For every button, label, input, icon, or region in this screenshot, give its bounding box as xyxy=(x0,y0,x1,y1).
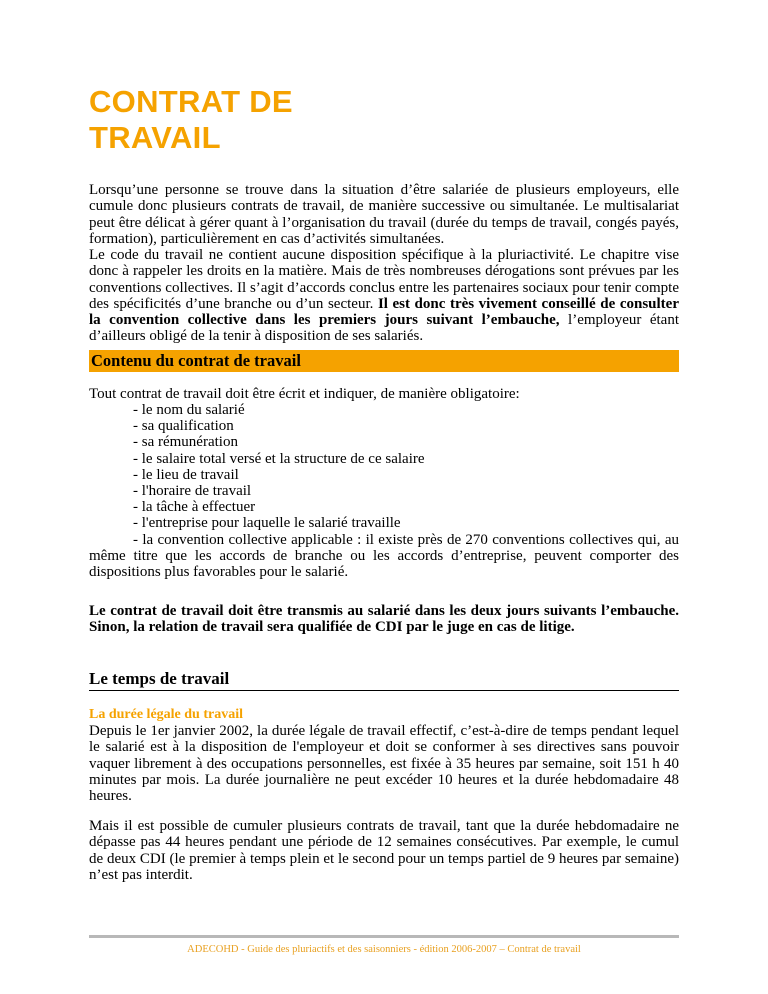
section-heading-temps: Le temps de travail xyxy=(89,669,679,691)
intro-p2-text: Le code du travail ne contient aucune disposition spécifique à la pluriactivité. Le chapitre vise donc à rappeler les droits en la matière. Mais de très nombreuses dérogations sont prévues par les conventions collectives. Il s’agit d’accords conclus entre les partenaires sociaux pour tenir compte des spécificités d’une branche ou d’un secteur. xyxy=(89,247,679,312)
subheading-duree-legale: La durée légale du travail xyxy=(89,707,243,722)
intro-paragraph-2 xyxy=(89,247,679,345)
contract-items-list xyxy=(89,402,679,580)
list-item: - l'horaire de travail xyxy=(133,483,252,500)
duree-paragraph-1: Depuis le 1er janvier 2002, la durée légale de travail effectif, c’est-à-dire de temps pendant lequel le salarié est à la disposition de l'employeur et doit se conformer à ses directives sans pouvoir vaquer librement à des occupations personnelles, est fixée à 35 heures par semaine, soit 151 h 40 minutes par mois. La durée journalière ne peut excéder 10 heures et la durée hebdomadaire 48 heures. xyxy=(89,723,679,805)
warning-paragraph: Le contrat de travail doit être transmis au salarié dans les deux jours suivants l’embauche. Sinon, la relation de travail sera qualifiée de CDI par le juge en cas de litige. xyxy=(89,603,679,636)
title-line-2: TRAVAIL xyxy=(89,120,221,155)
duree-paragraph-2: Mais il est possible de cumuler plusieurs contrats de travail, tant que la durée hebdomadaire ne dépasse pas 44 heures pendant une période de 12 semaines consécutives. Par exemple, le cumul de deux CDI (le premier à temps plein et le second pour un temps partiel de 9 heures par semaine) n’est pas interdit. xyxy=(89,818,679,883)
list-item: - le nom du salarié xyxy=(133,402,245,418)
contract-lead: Tout contrat de travail doit être écrit et indiquer, de manière obligatoire: xyxy=(89,386,520,402)
intro-p2-end: l’employeur étant d’ailleurs obligé de la tenir à disposition de ses salariés. xyxy=(89,312,679,345)
list-item: - la tâche à effectuer xyxy=(133,499,256,516)
list-item: - sa qualification xyxy=(133,418,234,435)
page-footer: ADECOHD - Guide des pluriactifs et des saisonniers - édition 2006-2007 – Contrat de travail xyxy=(187,944,581,955)
section-heading-contenu: Contenu du contrat de travail xyxy=(91,351,301,370)
list-item: - le lieu de travail xyxy=(133,466,239,483)
intro-paragraph-1: Lorsqu’une personne se trouve dans la situation d’être salariée de plusieurs employeurs, elle cumule donc plusieurs contrats de travail, de manière successive ou simultanée. Le multisalariat peut être délicat à gérer quant à l’organisation du travail (durée du temps de travail, congés payés, formation), particulièrement en cas d’activités simultanées. xyxy=(89,182,679,247)
list-item: - l'entreprise pour laquelle le salarié travaille xyxy=(133,515,401,532)
page-title xyxy=(89,84,293,156)
list-item: - le salaire total versé et la structure de ce salaire xyxy=(133,450,425,467)
section-heading-band xyxy=(89,350,679,372)
list-item: - sa rémunération xyxy=(133,434,238,451)
footer-divider xyxy=(89,935,679,938)
title-line-1: CONTRAT DE xyxy=(89,84,293,119)
list-item: - la convention collective applicable : il existe près de 270 conventions collectives qui, au même titre que les accords de branche ou les accords d’entreprise, peuvent comporter des dispositions plus favorables pour le salarié. xyxy=(89,531,679,581)
intro-p2-emphasis: Il est donc très vivement conseillé de consulter la convention collective dans les premiers jours suivant l’embauche, xyxy=(89,295,679,329)
